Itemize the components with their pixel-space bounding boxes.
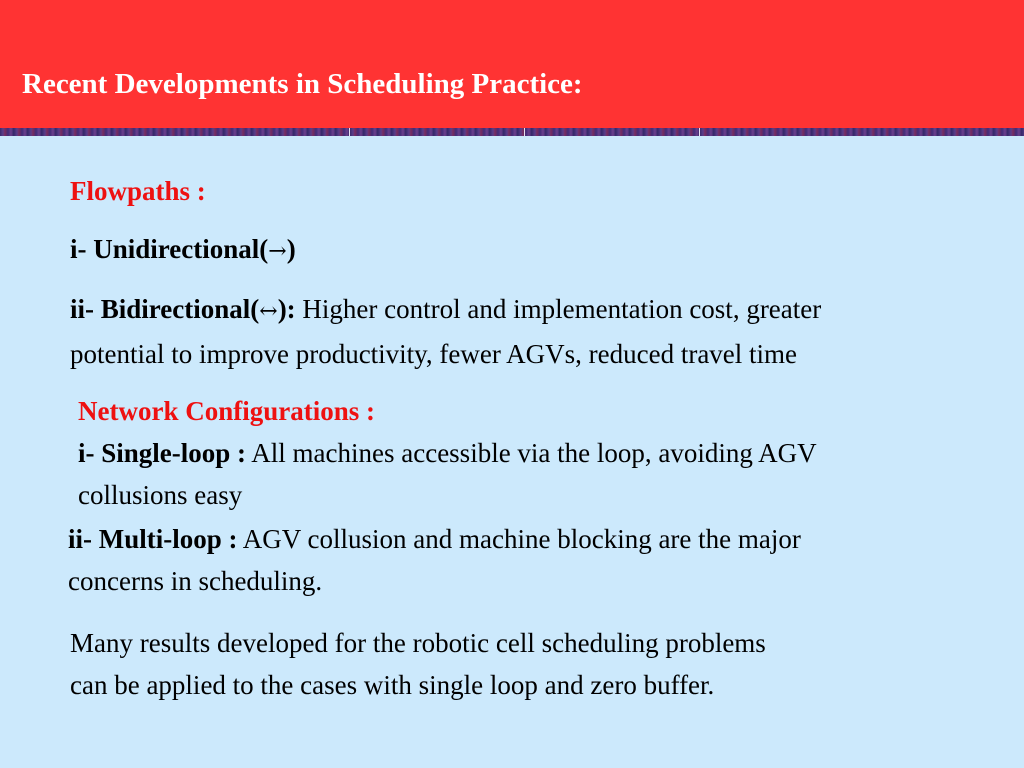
multi-loop-desc-2: concerns in scheduling. <box>68 566 323 596</box>
bidirectional-line-1 <box>70 288 821 333</box>
slide-title: Recent Developments in Scheduling Practice: <box>22 68 583 100</box>
single-loop-desc-2: collusions easy <box>78 480 243 510</box>
network-section <box>78 390 817 516</box>
unidirectional-label: i- Unidirectional( <box>70 234 269 264</box>
multi-loop-label: ii- Multi-loop : <box>68 524 238 554</box>
multi-loop-item <box>68 518 801 602</box>
title-divider-strip <box>0 128 1024 136</box>
bidirectional-label: ii- Bidirectional( <box>70 294 260 324</box>
divider-tick <box>524 128 525 136</box>
flowpaths-heading: Flowpaths : <box>70 176 206 206</box>
multi-loop-line-1 <box>68 518 801 560</box>
bidirectional-desc-1: Higher control and implementation cost, greater <box>295 294 822 324</box>
bidirectional-desc-2: potential to improve productivity, fewer AGVs, reduced travel time <box>70 339 798 369</box>
network-heading: Network Configurations : <box>78 396 375 426</box>
closing-note-line-2: can be applied to the cases with single loop and zero buffer. <box>70 670 715 700</box>
right-arrow-icon: → <box>268 239 287 264</box>
double-arrow-icon: ↔ <box>259 299 278 324</box>
closing-note-line-1: Many results developed for the robotic cell scheduling problems <box>70 628 766 658</box>
closing-note <box>70 622 766 706</box>
single-loop-line-1 <box>78 432 817 474</box>
unidirectional-close: ) <box>286 234 296 264</box>
bidirectional-close: ): <box>277 294 296 324</box>
unidirectional-line <box>70 228 296 273</box>
divider-tick <box>699 128 700 136</box>
bidirectional-item <box>70 288 821 375</box>
title-bar <box>0 0 1024 128</box>
flowpaths-section <box>70 170 206 212</box>
divider-tick <box>349 128 350 136</box>
multi-loop-desc-1: AGV collusion and machine blocking are the major <box>237 524 801 554</box>
single-loop-desc-1: All machines accessible via the loop, avoiding AGV <box>246 438 817 468</box>
single-loop-label: i- Single-loop : <box>78 438 247 468</box>
